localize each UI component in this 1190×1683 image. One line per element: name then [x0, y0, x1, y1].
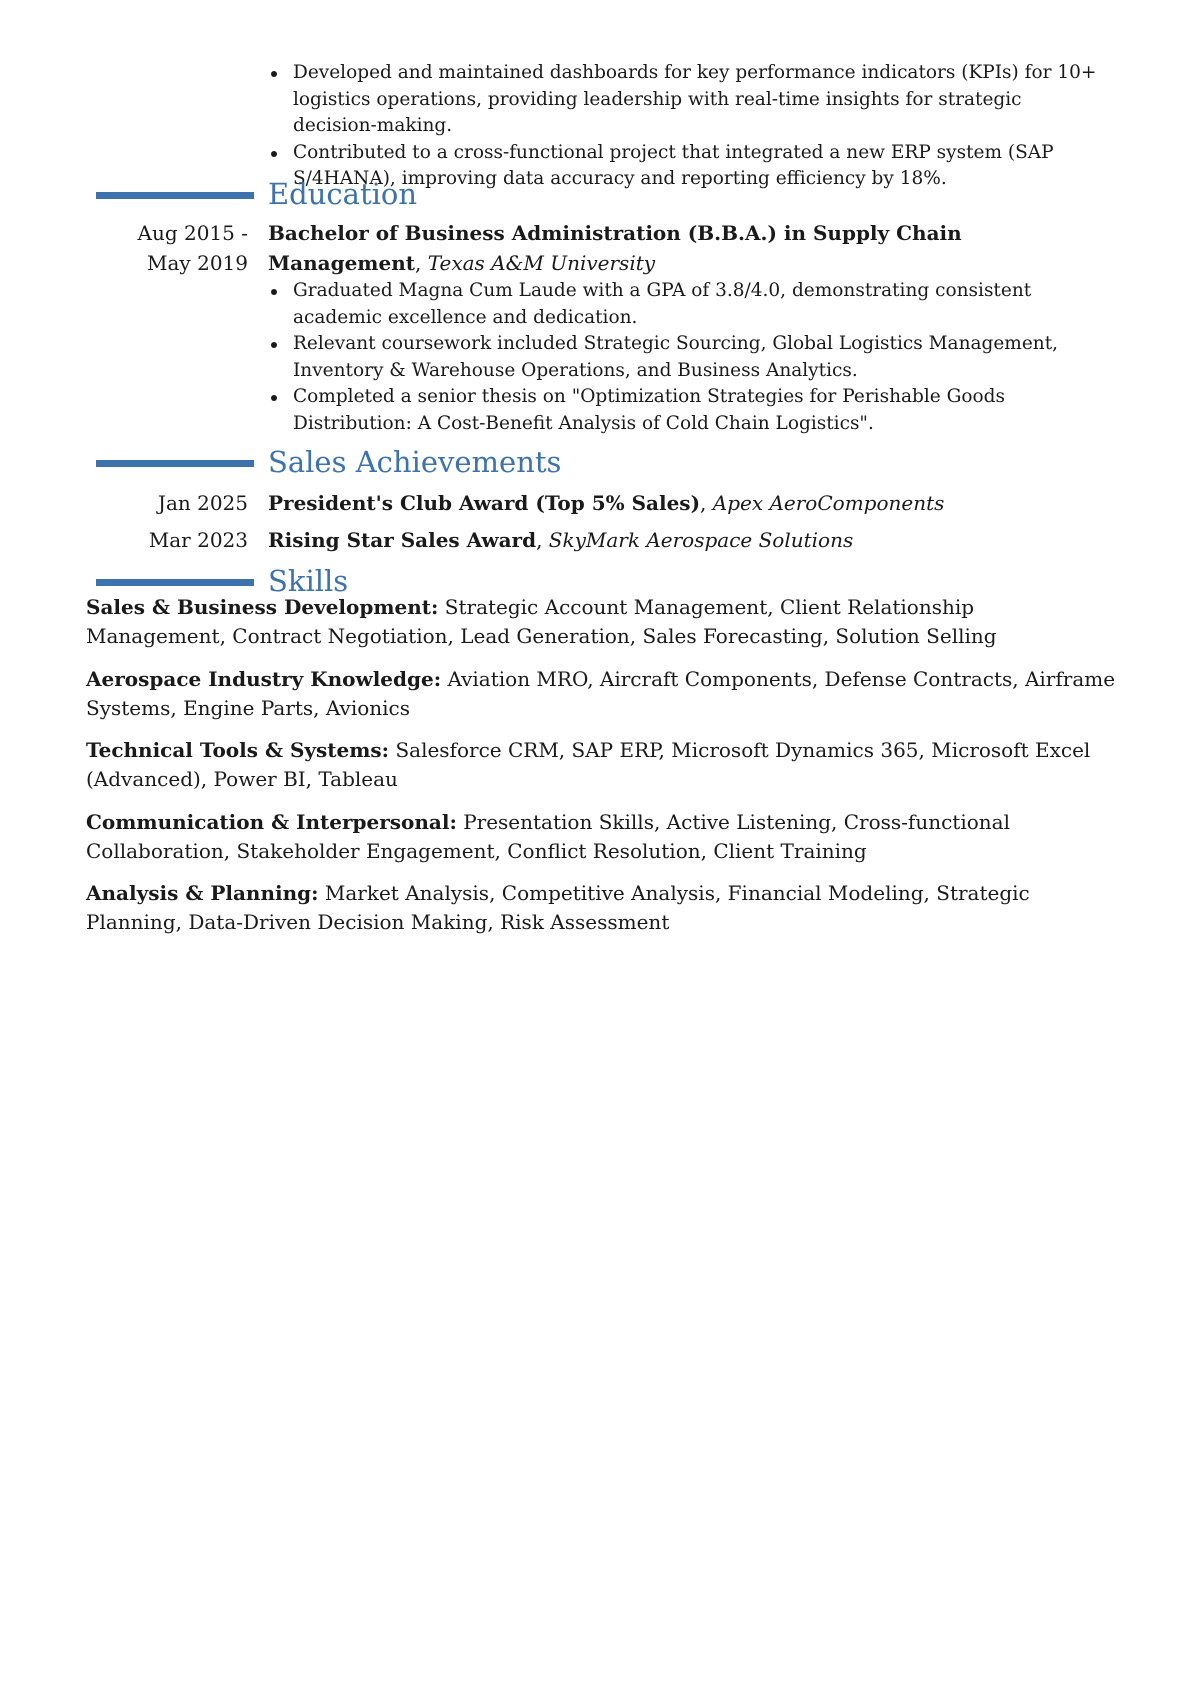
- skill-items: Strategic Account Management, Client Relationship Management, Contract Negotiation, Lead Generation, Sales Forecasting, Solution Selling: [86, 595, 997, 648]
- section-title: Skills: [268, 564, 349, 598]
- skill-items: Presentation Skills, Active Listening, Cross-functional Collaboration, Stakeholder Engagement, Conflict Resolution, Client Training: [86, 809, 1010, 863]
- skill-items: Market Analysis, Competitive Analysis, Financial Modeling, Strategic Planning, Data-Driven Decision Making, Risk Assessment: [86, 881, 1030, 934]
- education-bullet: Relevant coursework included Strategic Sourcing, Global Logistics Management, Inventory & Warehouse Operations, and Business Analytics.: [268, 331, 1098, 384]
- section-title: Education: [268, 177, 418, 211]
- experience-bullet-list: [268, 60, 1098, 193]
- education-bullet: Completed a senior thesis on "Optimization Strategies for Perishable Goods Distribution: A Cost-Benefit Analysis of Cold Chain Logistics".: [268, 384, 1098, 437]
- skill-category: Sales & Business Development:: [86, 595, 439, 619]
- heading-separator: ,: [536, 528, 549, 552]
- skill-category: Technical Tools & Systems:: [86, 738, 390, 762]
- award-title: Rising Star Sales Award: [268, 528, 537, 552]
- education-section-heading: [0, 178, 1190, 214]
- entry-body: [268, 219, 1098, 437]
- entry-heading: [268, 219, 1098, 278]
- experience-bullet: Contributed to a cross-functional project that integrated a new ERP system (SAP S/4HANA), improving data accuracy and reporting efficiency by 18%.: [268, 140, 1098, 193]
- skill-row: [86, 808, 1116, 866]
- education-bullet: Graduated Magna Cum Laude with a GPA of 3.8/4.0, demonstrating consistent academic excellence and dedication.: [268, 278, 1098, 331]
- skill-category: Aerospace Industry Knowledge:: [86, 666, 442, 691]
- entry-date: Mar 2023: [148, 528, 248, 552]
- section-rule: [96, 579, 254, 586]
- entry-body: [268, 489, 1098, 519]
- skill-items: Salesforce CRM, SAP ERP, Microsoft Dynamics 365, Microsoft Excel (Advanced), Power BI, Tableau: [86, 738, 1091, 791]
- section-rule: [96, 192, 254, 199]
- heading-separator: ,: [700, 491, 713, 515]
- institution-name: Texas A&M University: [427, 250, 656, 275]
- award-title: President's Club Award (Top 5% Sales): [268, 491, 701, 515]
- entry-body: [268, 526, 1098, 556]
- experience-continued: [268, 60, 1098, 193]
- entry-date: Aug 2015 - May 2019: [137, 221, 248, 275]
- skill-row: [86, 879, 1116, 937]
- skill-row: [86, 593, 1116, 651]
- skill-row: [86, 736, 1116, 794]
- entry-heading: [268, 489, 1098, 519]
- skill-category: Analysis & Planning:: [86, 881, 319, 905]
- heading-separator: ,: [414, 250, 428, 275]
- section-title: Sales Achievements: [268, 445, 562, 479]
- experience-bullet: Developed and maintained dashboards for key performance indicators (KPIs) for 10+ logistics operations, providing leadership with real-time insights for strategic decision-making.: [268, 60, 1098, 140]
- entry-date: Jan 2025: [157, 491, 248, 515]
- skills-list: [86, 593, 1116, 951]
- skill-items: Aviation MRO, Aircraft Components, Defense Contracts, Airframe Systems, Engine Parts, Avionics: [86, 666, 1116, 720]
- sales-achievements-section-heading: [0, 446, 1190, 482]
- company-name: SkyMark Aerospace Solutions: [548, 528, 854, 552]
- education-bullet-list: [268, 278, 1098, 437]
- company-name: Apex AeroComponents: [712, 491, 945, 515]
- degree-title: Bachelor of Business Administration (B.B.A.) in Supply Chain Management: [268, 221, 962, 275]
- skill-category: Communication & Interpersonal:: [86, 809, 457, 834]
- entry-heading: [268, 526, 1098, 556]
- section-rule: [96, 460, 254, 467]
- skill-row: [86, 665, 1116, 723]
